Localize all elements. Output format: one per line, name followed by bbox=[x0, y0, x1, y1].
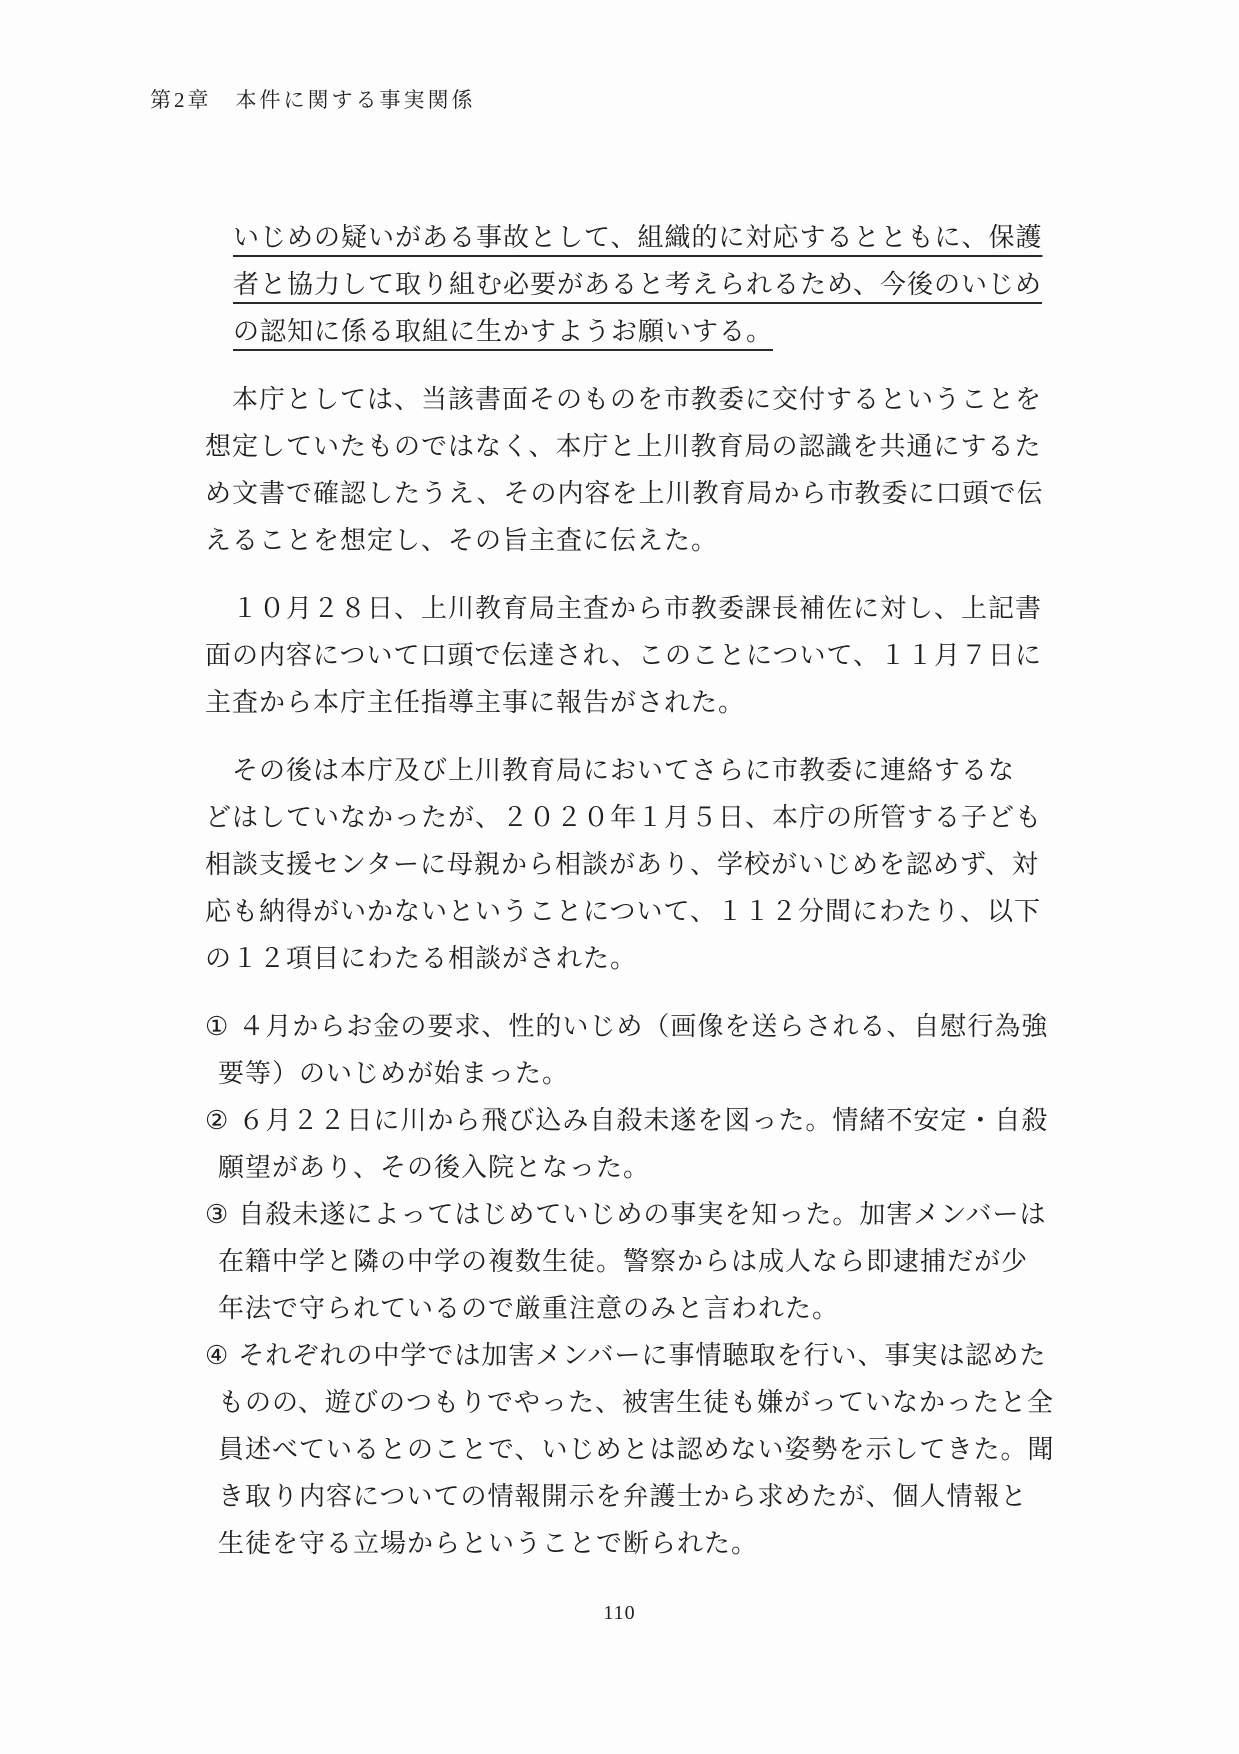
text-line: どはしていなかったが、２０２０年１月５日、本庁の所管する子ども bbox=[205, 803, 1043, 832]
text-line bbox=[205, 1191, 1085, 1238]
text-line: 生徒を守る立場からということで断られた。 bbox=[218, 1529, 759, 1558]
item-marker: ③ bbox=[205, 1200, 230, 1229]
item-text: ４月からお金の要求、性的いじめ（画像を送らされる、自慰行為強 bbox=[238, 1012, 1049, 1041]
text-line: め文書で確認したうえ、その内容を上川教育局から市教委に口頭で伝 bbox=[205, 479, 1044, 508]
item-marker: ② bbox=[205, 1106, 230, 1135]
text-line: 者と協力して取り組む必要があると考えられるため、今後のいじめ bbox=[233, 270, 1042, 299]
text-line: 要等）のいじめが始まった。 bbox=[218, 1059, 570, 1088]
document-body bbox=[205, 214, 1085, 1567]
text-line: の１２項目にわたる相談がされた。 bbox=[205, 944, 638, 973]
text-line: 応も納得がいかないということについて、１１２分間にわたり、以下 bbox=[205, 897, 1041, 926]
text-line: 想定していたものではなく、本庁と上川教育局の認識を共通にするた bbox=[205, 432, 1042, 461]
numbered-list bbox=[205, 1003, 1085, 1567]
text-line: 面の内容について口頭で伝達され、このことについて、１１月７日に bbox=[205, 641, 1043, 670]
text-line: の認知に係る取組に生かすようお願いする。 bbox=[233, 317, 774, 346]
page-number: 110 bbox=[603, 1602, 636, 1624]
item-marker: ④ bbox=[205, 1341, 230, 1370]
item-text: ６月２２日に川から飛び込み自殺未遂を図った。情緒不安定・自殺 bbox=[238, 1106, 1049, 1135]
text-line: 相談支援センターに母親から相談があり、学校がいじめを認めず、対 bbox=[205, 850, 1039, 879]
text-line: 在籍中学と隣の中学の複数生徒。警察からは成人なら即逮捕だが少 bbox=[218, 1247, 1029, 1276]
text-line: いじめの疑いがある事故として、組織的に対応するとともに、保護 bbox=[233, 223, 1043, 252]
text-line bbox=[205, 1097, 1085, 1144]
text-line: 年法で守られているので厳重注意のみと言われた。 bbox=[218, 1294, 840, 1323]
list-item bbox=[205, 1097, 1085, 1191]
list-item bbox=[205, 1332, 1085, 1567]
text-line: き取り内容についての情報開示を弁護士から求めたが、個人情報と bbox=[218, 1482, 1028, 1511]
text-line: １０月２８日、上川教育局主査から市教委課長補佐に対し、上記書 bbox=[232, 594, 1043, 623]
text-line: えることを想定し、その旨主査に伝えた。 bbox=[205, 526, 719, 555]
text-line: 主査から本庁主任指導主事に報告がされた。 bbox=[205, 688, 746, 717]
paragraph bbox=[205, 585, 1085, 726]
chapter-header: 第2章 本件に関する事実関係 bbox=[150, 88, 476, 112]
item-text: それぞれの中学では加害メンバーに事情聴取を行い、事実は認めた bbox=[238, 1341, 1047, 1370]
item-marker: ① bbox=[205, 1012, 230, 1041]
text-line: 員述べているとのことで、いじめとは認めない姿勢を示してきた。聞 bbox=[218, 1435, 1055, 1464]
text-line: 本庁としては、当該書面そのものを市教委に交付するということを bbox=[232, 385, 1043, 414]
paragraph bbox=[205, 747, 1085, 982]
text-line bbox=[205, 1003, 1085, 1050]
item-text: 自殺未遂によってはじめていじめの事実を知った。加害メンバーは bbox=[238, 1200, 1047, 1229]
text-line: 願望があり、その後入院となった。 bbox=[218, 1153, 651, 1182]
text-line bbox=[205, 1332, 1085, 1379]
paragraph bbox=[205, 376, 1085, 564]
text-line: ものの、遊びのつもりでやった、被害生徒も嫌がっていなかったと全 bbox=[218, 1388, 1054, 1417]
list-item bbox=[205, 1003, 1085, 1097]
quoted-passage bbox=[233, 214, 1085, 355]
text-line: その後は本庁及び上川教育局においてさらに市教委に連絡するな bbox=[232, 756, 1016, 785]
list-item bbox=[205, 1191, 1085, 1332]
